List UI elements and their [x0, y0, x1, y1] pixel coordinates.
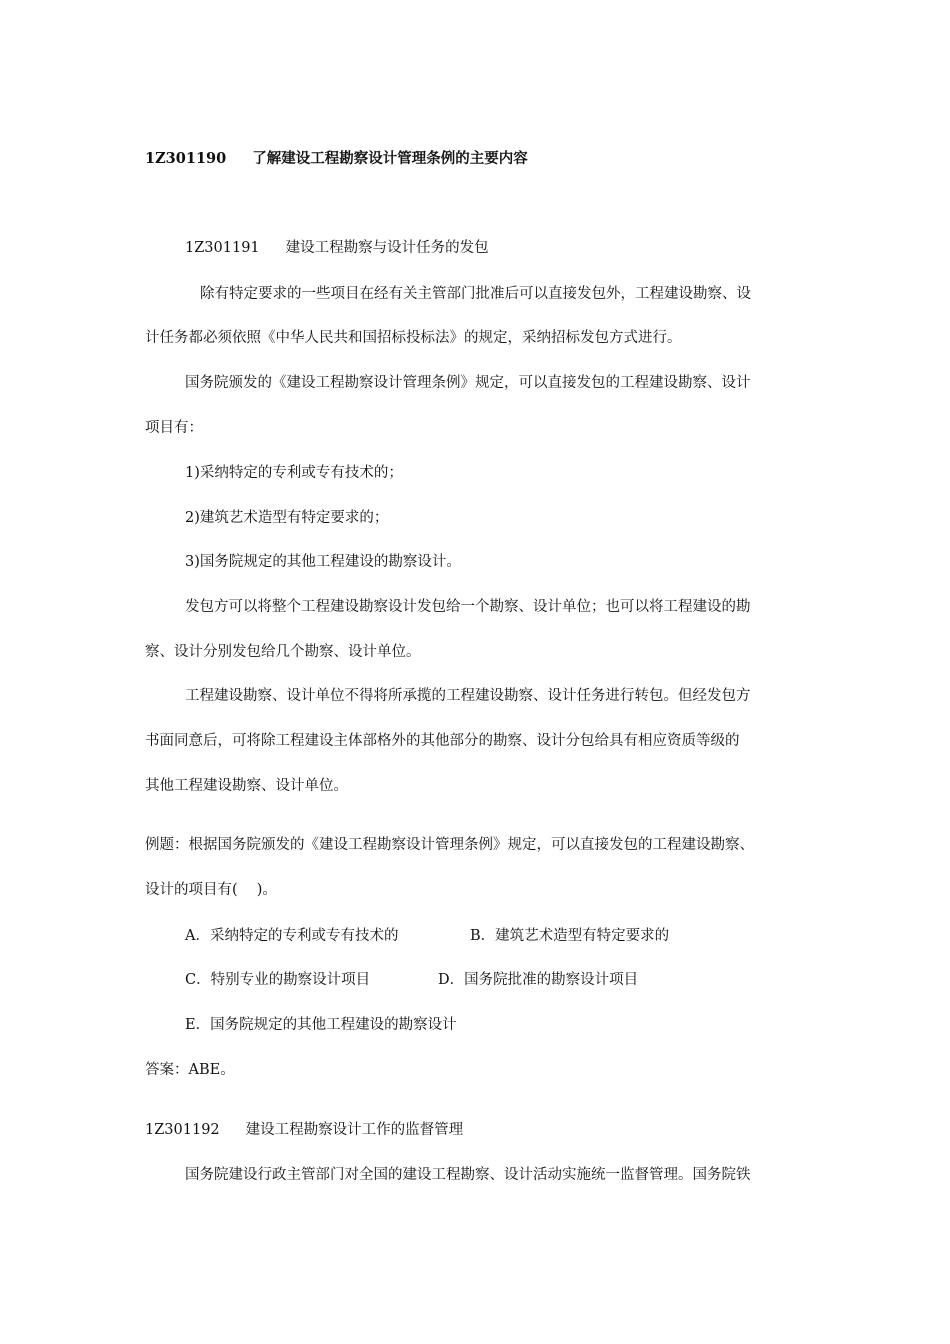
option-b: B．建筑艺术造型有特定要求的 — [470, 928, 670, 944]
list-item: 2)建筑艺术造型有特定要求的； — [185, 510, 389, 526]
paragraph-line: 工程建设勘察、设计单位不得将所承揽的工程建设勘察、设计任务进行转包。但经发包方 — [185, 688, 751, 704]
page-heading — [145, 149, 528, 169]
paragraph-line: 计任务都必须依照《中华人民共和国招标投标法》的规定，采纳招标发包方式进行。 — [145, 330, 682, 346]
list-item: 3)国务院规定的其他工程建设的勘察设计。 — [185, 554, 461, 570]
section-title: 建设工程勘察设计工作的监督管理 — [245, 1122, 464, 1138]
heading-title: 了解建设工程勘察设计管理条例的主要内容 — [252, 150, 528, 167]
option-c: C．特别专业的勘察设计项目 — [185, 972, 371, 988]
answer: 答案：ABE。 — [145, 1062, 235, 1078]
heading-code: 1Z301190 — [145, 150, 227, 167]
paragraph-line: 除有特定要求的一些项目在经有关主管部门批准后可以直接发包外，工程建设勘察、设 — [200, 286, 751, 302]
paragraph-line: 察、设计分别发包给几个勘察、设计单位。 — [145, 644, 421, 660]
option-a: A．采纳特定的专利或专有技术的 — [185, 928, 399, 944]
paragraph-line: 国务院建设行政主管部门对全国的建设工程勘察、设计活动实施统一监督管理。国务院铁 — [185, 1167, 751, 1183]
section-heading-2 — [145, 1120, 463, 1140]
list-item: 1)采纳特定的专利或专有技术的； — [185, 465, 403, 481]
paragraph-line: 书面同意后，可将除工程建设主体部格外的其他部分的勘察、设计分包给具有相应资质等级的 — [145, 733, 740, 749]
paragraph-line: 项目有： — [145, 420, 203, 436]
paragraph-line: 国务院颁发的《建设工程勘察设计管理条例》规定，可以直接发包的工程建设勘察、设计 — [185, 375, 751, 391]
paragraph-line: 发包方可以将整个工程建设勘察设计发包给一个勘察、设计单位；也可以将工程建设的勘 — [185, 599, 751, 615]
example-question: 例题：根据国务院颁发的《建设工程勘察设计管理条例》规定，可以直接发包的工程建设勘察、 — [145, 837, 754, 853]
example-question: 设计的项目有( )。 — [145, 882, 277, 898]
section-code: 1Z301191 — [185, 240, 260, 256]
option-e: E．国务院规定的其他工程建设的勘察设计 — [185, 1017, 457, 1033]
section-heading-1 — [185, 238, 489, 258]
section-title: 建设工程勘察与设计任务的发包 — [285, 240, 489, 256]
section-code: 1Z301192 — [145, 1122, 220, 1138]
paragraph-line: 其他工程建设勘察、设计单位。 — [145, 778, 348, 794]
option-d: D．国务院批准的勘察设计项目 — [438, 972, 639, 988]
